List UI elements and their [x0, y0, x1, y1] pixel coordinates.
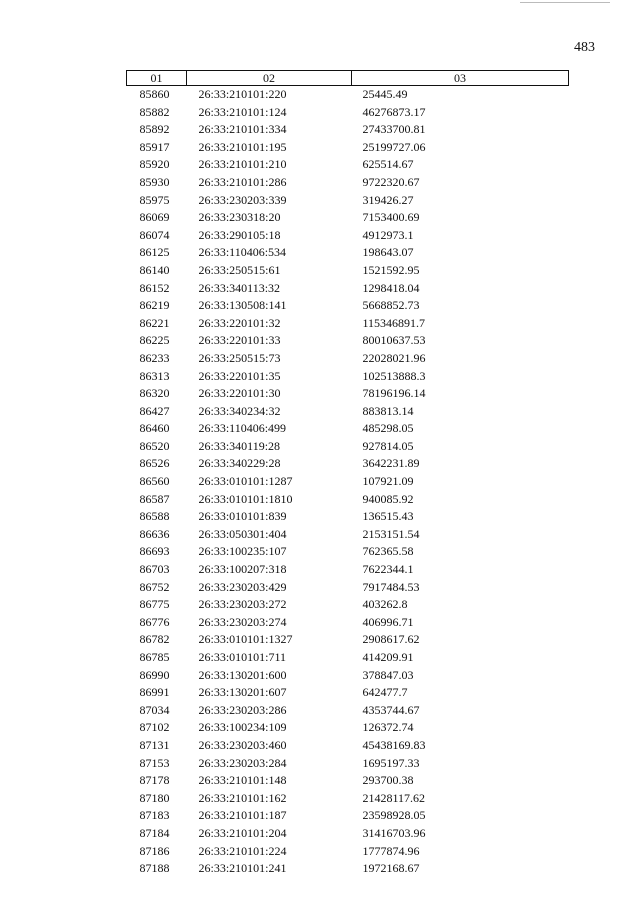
table-row	[127, 543, 569, 561]
table-row	[127, 350, 569, 368]
table-row	[127, 315, 569, 333]
cell-id: 87153	[139, 755, 170, 770]
table-row	[127, 368, 569, 386]
cell-value: 762365.58	[362, 544, 414, 559]
cell-cadastral-number: 26:33:010101:711	[198, 650, 287, 664]
cell-value: 2908617.62	[362, 632, 420, 647]
cell-cadastral-number: 26:33:010101:839	[198, 509, 287, 524]
table-row	[127, 508, 569, 526]
table-row	[127, 104, 569, 122]
cell-id: 86320	[139, 386, 170, 401]
cell-id: 87034	[139, 702, 170, 717]
top-edge-rule	[520, 2, 610, 3]
table-row	[127, 139, 569, 157]
cell-cadastral-number: 26:33:100234:109	[198, 720, 287, 735]
cell-value: 940085.92	[362, 491, 414, 506]
cell-cadastral-number: 26:33:230203:460	[198, 737, 287, 752]
cell-cadastral-number: 26:33:230203:429	[198, 579, 287, 594]
cell-value: 23598928.05	[362, 808, 426, 823]
cell-value: 198643.07	[362, 245, 414, 260]
table-row	[127, 561, 569, 579]
table-row	[127, 790, 569, 808]
cell-id: 85860	[139, 87, 170, 101]
cell-value: 25445.49	[362, 87, 408, 101]
table-row	[127, 174, 569, 192]
cell-cadastral-number: 26:33:010101:1287	[198, 474, 293, 489]
cell-cadastral-number: 26:33:220101:32	[198, 315, 281, 330]
cell-id: 87178	[139, 773, 170, 788]
table-row	[127, 297, 569, 315]
table-row	[127, 332, 569, 350]
cell-cadastral-number: 26:33:210101:286	[198, 174, 287, 189]
table-row	[127, 156, 569, 174]
cell-id: 86775	[139, 597, 170, 612]
table-row	[127, 649, 569, 667]
cell-cadastral-number: 26:33:250515:61	[198, 262, 281, 277]
cell-cadastral-number: 26:33:340113:32	[198, 280, 281, 295]
table-row	[127, 631, 569, 649]
cell-cadastral-number: 26:33:290105:18	[198, 227, 281, 242]
cell-cadastral-number: 26:33:340119:28	[198, 438, 281, 453]
cell-cadastral-number: 26:33:230203:274	[198, 614, 287, 629]
cell-value: 403262.8	[362, 597, 408, 612]
header-row	[127, 71, 569, 86]
data-table	[126, 70, 569, 878]
cell-cadastral-number: 26:33:340229:28	[198, 456, 281, 471]
cell-cadastral-number: 26:33:100207:318	[198, 562, 287, 577]
table-row	[127, 596, 569, 614]
cell-id: 86752	[139, 579, 170, 594]
cell-id: 87131	[139, 737, 170, 752]
cell-id: 86069	[139, 210, 170, 225]
cell-value: 3642231.89	[362, 456, 420, 471]
cell-value: 115346891.7	[362, 315, 426, 330]
cell-cadastral-number: 26:33:210101:220	[198, 87, 287, 101]
cell-value: 7622344.1	[362, 562, 414, 577]
table-row	[127, 702, 569, 720]
cell-value: 7917484.53	[362, 579, 420, 594]
cell-id: 85917	[139, 139, 170, 154]
table-row	[127, 614, 569, 632]
cell-id: 86520	[139, 438, 170, 453]
cell-id: 86225	[139, 333, 170, 348]
cell-cadastral-number: 26:33:050301:404	[198, 526, 287, 541]
cell-cadastral-number: 26:33:010101:1327	[198, 632, 293, 647]
cell-id: 86526	[139, 456, 170, 471]
cell-value: 406996.71	[362, 614, 414, 629]
cell-cadastral-number: 26:33:230203:284	[198, 755, 287, 770]
cell-id: 86152	[139, 280, 170, 295]
cell-id: 87186	[139, 843, 170, 858]
cell-cadastral-number: 26:33:230318:20	[198, 210, 281, 225]
cell-cadastral-number: 26:33:230203:286	[198, 702, 287, 717]
cell-cadastral-number: 26:33:100235:107	[198, 544, 287, 559]
cell-id: 85892	[139, 122, 170, 137]
cell-value: 1298418.04	[362, 280, 420, 295]
cell-cadastral-number: 26:33:210101:124	[198, 104, 287, 119]
cell-id: 85920	[139, 157, 170, 172]
cell-cadastral-number: 26:33:210101:224	[198, 843, 287, 858]
cell-cadastral-number: 26:33:210101:210	[198, 157, 287, 172]
cell-cadastral-number: 26:33:230203:272	[198, 597, 287, 612]
cell-cadastral-number: 26:33:220101:33	[198, 333, 281, 348]
table-row	[127, 825, 569, 843]
cell-cadastral-number: 26:33:210101:334	[198, 122, 287, 137]
table-row	[127, 491, 569, 509]
cell-id: 86782	[139, 632, 170, 647]
cell-value: 107921.09	[362, 474, 414, 489]
table-row	[127, 403, 569, 421]
cell-value: 5668852.73	[362, 298, 420, 313]
cell-value: 642477.7	[362, 685, 408, 700]
cell-value: 1777874.96	[362, 843, 420, 858]
cell-value: 1521592.95	[362, 262, 420, 277]
cell-id: 87102	[139, 720, 170, 735]
cell-value: 883813.14	[362, 403, 414, 418]
cell-id: 86125	[139, 245, 170, 260]
cell-cadastral-number: 26:33:210101:148	[198, 773, 287, 788]
cell-cadastral-number: 26:33:110406:534	[198, 245, 287, 260]
cell-cadastral-number: 26:33:220101:35	[198, 368, 281, 383]
cell-value: 4353744.67	[362, 702, 420, 717]
cell-value: 293700.38	[362, 773, 414, 788]
cell-cadastral-number: 26:33:220101:30	[198, 386, 281, 401]
cell-value: 2153151.54	[362, 526, 420, 541]
cell-id: 86460	[139, 421, 170, 436]
cell-value: 102513888.3	[362, 368, 426, 383]
table-row	[127, 772, 569, 790]
cell-cadastral-number: 26:33:340234:32	[198, 403, 281, 418]
table-row	[127, 737, 569, 755]
table-row	[127, 244, 569, 262]
cell-value: 22028021.96	[362, 350, 426, 365]
cell-value: 31416703.96	[362, 825, 426, 840]
cell-cadastral-number: 26:33:130508:141	[198, 298, 287, 313]
cell-id: 85930	[139, 174, 170, 189]
cell-value: 27433700.81	[362, 122, 426, 137]
table-row	[127, 807, 569, 825]
table-row	[127, 719, 569, 737]
cell-value: 7153400.69	[362, 210, 420, 225]
cell-id: 86785	[139, 650, 170, 664]
cell-value: 414209.91	[362, 650, 414, 664]
cell-cadastral-number: 26:33:210101:195	[198, 139, 287, 154]
cell-id: 86233	[139, 350, 170, 365]
table-row	[127, 473, 569, 491]
table-row	[127, 209, 569, 227]
cell-id: 86703	[139, 562, 170, 577]
cell-id: 87183	[139, 808, 170, 823]
cell-value: 136515.43	[362, 509, 414, 524]
cell-value: 78196196.14	[362, 386, 426, 401]
cell-cadastral-number: 26:33:230203:339	[198, 192, 287, 207]
cell-value: 9722320.67	[362, 174, 420, 189]
cell-value: 80010637.53	[362, 333, 426, 348]
table-row	[127, 385, 569, 403]
cell-value: 21428117.62	[362, 790, 426, 805]
cell-cadastral-number: 26:33:130201:607	[198, 685, 287, 700]
cell-value: 4912973.1	[362, 227, 414, 242]
cell-id: 86219	[139, 298, 170, 313]
cell-id: 86221	[139, 315, 170, 330]
cell-id: 86990	[139, 667, 170, 682]
cell-cadastral-number: 26:33:210101:241	[198, 861, 287, 876]
cell-id: 86776	[139, 614, 170, 629]
cell-value: 319426.27	[362, 192, 414, 207]
column-header-02: 02	[187, 71, 352, 86]
cell-cadastral-number: 26:33:010101:1810	[198, 491, 293, 506]
table-row	[127, 667, 569, 685]
cell-cadastral-number: 26:33:210101:162	[198, 790, 287, 805]
cell-value: 1972168.67	[362, 861, 420, 876]
table-row	[127, 227, 569, 245]
cell-value: 25199727.06	[362, 139, 426, 154]
table-row	[127, 280, 569, 298]
cell-value: 378847.03	[362, 667, 414, 682]
table-row	[127, 860, 569, 878]
cell-id: 85882	[139, 104, 170, 119]
cell-id: 86427	[139, 403, 170, 418]
table-row	[127, 121, 569, 139]
cell-id: 85975	[139, 192, 170, 207]
cell-value: 927814.05	[362, 438, 414, 453]
cell-cadastral-number: 26:33:210101:187	[198, 808, 287, 823]
table-body	[127, 86, 569, 878]
cell-cadastral-number: 26:33:130201:600	[198, 667, 287, 682]
cell-id: 87180	[139, 790, 170, 805]
table-row	[127, 526, 569, 544]
cell-value: 485298.05	[362, 421, 414, 436]
table-row	[127, 755, 569, 773]
cell-id: 87188	[139, 861, 170, 876]
cell-id: 86313	[139, 368, 170, 383]
cell-id: 86560	[139, 474, 170, 489]
table-row	[127, 262, 569, 280]
cell-id: 86636	[139, 526, 170, 541]
table-row	[127, 455, 569, 473]
table-row	[127, 192, 569, 210]
table-row	[127, 843, 569, 861]
cell-cadastral-number: 26:33:110406:499	[198, 421, 287, 436]
cell-id: 86693	[139, 544, 170, 559]
table-row	[127, 86, 569, 104]
cell-id: 87184	[139, 825, 170, 840]
table-row	[127, 438, 569, 456]
cell-id: 86587	[139, 491, 170, 506]
cell-cadastral-number: 26:33:250515:73	[198, 350, 281, 365]
cell-value: 46276873.17	[362, 104, 426, 119]
cell-value: 1695197.33	[362, 755, 420, 770]
page-number: 483	[574, 40, 595, 55]
cell-value: 126372.74	[362, 720, 414, 735]
column-header-03: 03	[352, 71, 569, 86]
cell-id: 86074	[139, 227, 170, 242]
table-row	[127, 684, 569, 702]
table-row	[127, 579, 569, 597]
cell-value: 45438169.83	[362, 737, 426, 752]
cell-cadastral-number: 26:33:210101:204	[198, 825, 287, 840]
column-header-01: 01	[127, 71, 187, 86]
cell-value: 625514.67	[362, 157, 414, 172]
cell-id: 86991	[139, 685, 170, 700]
cell-id: 86140	[139, 262, 170, 277]
table-row	[127, 420, 569, 438]
cell-id: 86588	[139, 509, 170, 524]
